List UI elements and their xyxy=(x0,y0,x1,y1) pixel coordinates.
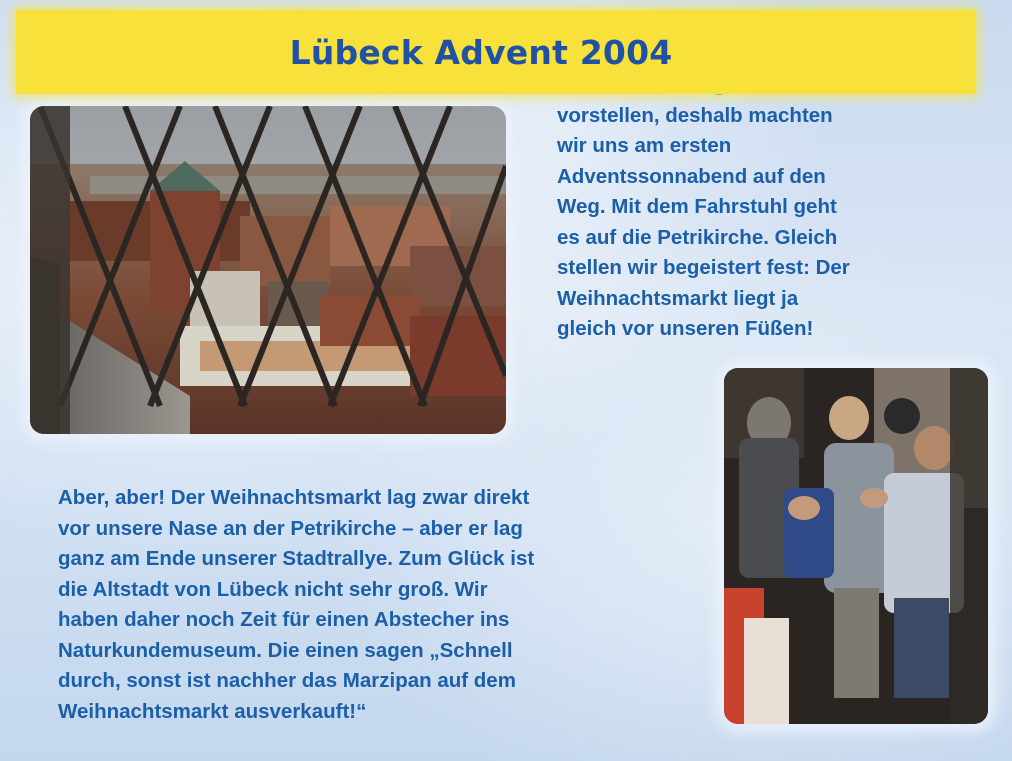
text-line: Aber, aber! Der Weihnachtsmarkt lag zwar direkt xyxy=(58,486,530,509)
slide-title: Lübeck Advent 2004 xyxy=(289,32,673,72)
text-line: vor unsere Nase an der Petrikirche – aber er lag xyxy=(58,516,523,540)
title-banner xyxy=(16,10,976,94)
text-line: stellen wir begeistert fest: Der xyxy=(557,256,850,279)
text-line: gleich vor unseren Füßen! xyxy=(557,317,814,340)
text-line: es auf die Petrikirche. Gleich xyxy=(557,225,838,249)
text-line: wir uns am ersten xyxy=(557,134,732,157)
text-line: durch, sonst ist nachher das Marzipan auf dem xyxy=(58,669,516,692)
text-line: Naturkundemuseum. Die einen sagen „Schnell xyxy=(58,638,513,662)
text-line: ganz am Ende unserer Stadtrallye. Zum Glück ist xyxy=(58,547,535,570)
text-line: vorstellen, deshalb machten xyxy=(557,103,833,127)
text-line: Weihnachtsmarkt ausverkauft!“ xyxy=(58,699,367,723)
text-line: die Altstadt von Lübeck nicht sehr groß. Wir xyxy=(58,577,488,601)
photo-city-view-from-tower xyxy=(30,106,506,434)
text-line: haben daher noch Zeit für einen Abstecher ins xyxy=(58,608,510,631)
text-block-top xyxy=(557,70,947,345)
photo-group-indoors xyxy=(724,368,988,724)
text-block-bottom xyxy=(58,483,668,727)
text-line: Weihnachtsmarkt liegt ja xyxy=(557,286,799,310)
text-line: Adventssonnabend auf den xyxy=(557,164,826,188)
text-line: Weg. Mit dem Fahrstuhl geht xyxy=(557,195,837,218)
